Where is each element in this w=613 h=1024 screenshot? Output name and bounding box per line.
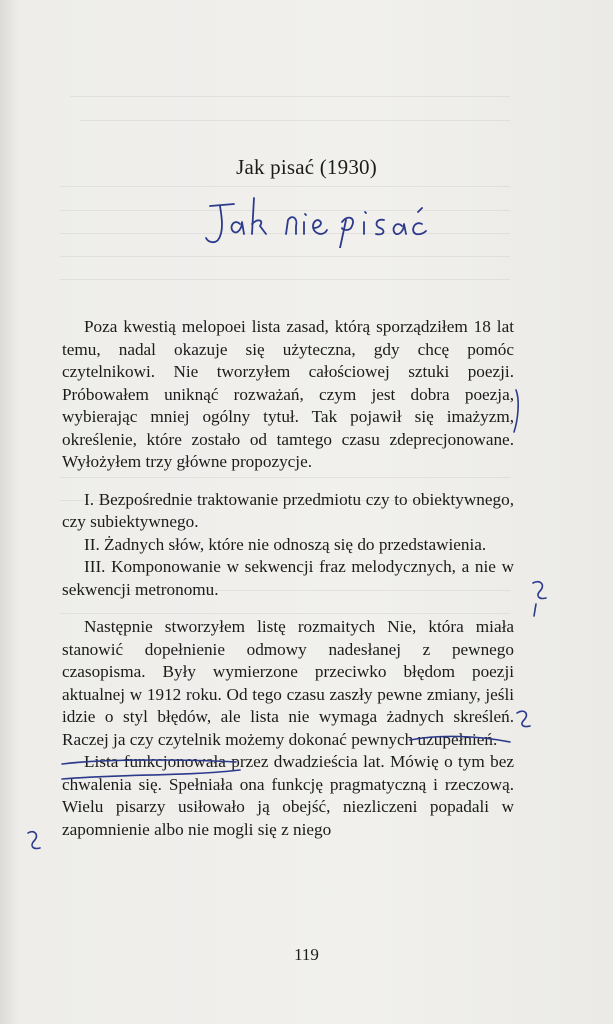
principle-1: I. Bezpośrednie traktowanie przedmiotu czy to obiektywnego, czy subiektywnego. bbox=[62, 489, 514, 531]
principle-2: II. Żadnych słów, które nie odnoszą się do przedstawienia. bbox=[84, 534, 487, 554]
margin-line-mark bbox=[514, 390, 518, 432]
page-number: 119 bbox=[294, 945, 319, 964]
margin-2-mark bbox=[533, 582, 546, 599]
paragraph: Poza kwestią melopoei lista zasad, którą sporządziłem 18 lat temu, nadal okazuje się użyteczna, gdy chcę pomóc czytelnikowi. Nie tworzyłem całościowej sztuki poezji. Próbowałem uniknąć rozważań, czym jest dobra poezja, wybierając mniej ogólny tytuł. Tak pojawił się imażyzm, określenie, które zostało od tamtego czasu zdeprecjonowane. Wyłożyłem trzy główne propozycje. bbox=[62, 317, 514, 471]
paragraph: Lista funkcjonowała przez dwadzieścia lat. Mówię o tym bez chwalenia się. Spełniała ona funkcję pragmatyczną i rzeczową. Wielu pisarzy usiłowało ją obejść, niezliczeni popadali w zapomnienie albo nie mogli się z niego bbox=[62, 752, 514, 839]
margin-tick-mark bbox=[534, 604, 536, 616]
paragraph: Następnie stworzyłem listę rozmaitych Nie, która miała stanowić dopełnienie odmowy nadesłanej z pewnego czasopisma. Były wymierzone przeciwko błędom poezji aktualnej w 1912 roku. Od tego czasu zaszły pewne zmiany, jeśli idzie o styl błędów, ale lista nie wymaga żadnych skreśleń. Raczej ja czy czytelnik możemy dokonać pewnych uzupełnień. bbox=[62, 617, 514, 749]
chapter-title: Jak pisać (1930) bbox=[236, 155, 377, 179]
margin-2-mark bbox=[28, 832, 40, 849]
body-text bbox=[62, 316, 514, 841]
handwritten-annotation bbox=[200, 188, 440, 248]
margin-2-mark bbox=[517, 711, 530, 726]
principle-3: III. Komponowanie w sekwencji fraz melodycznych, a nie w sekwencji metronomu. bbox=[62, 557, 514, 599]
